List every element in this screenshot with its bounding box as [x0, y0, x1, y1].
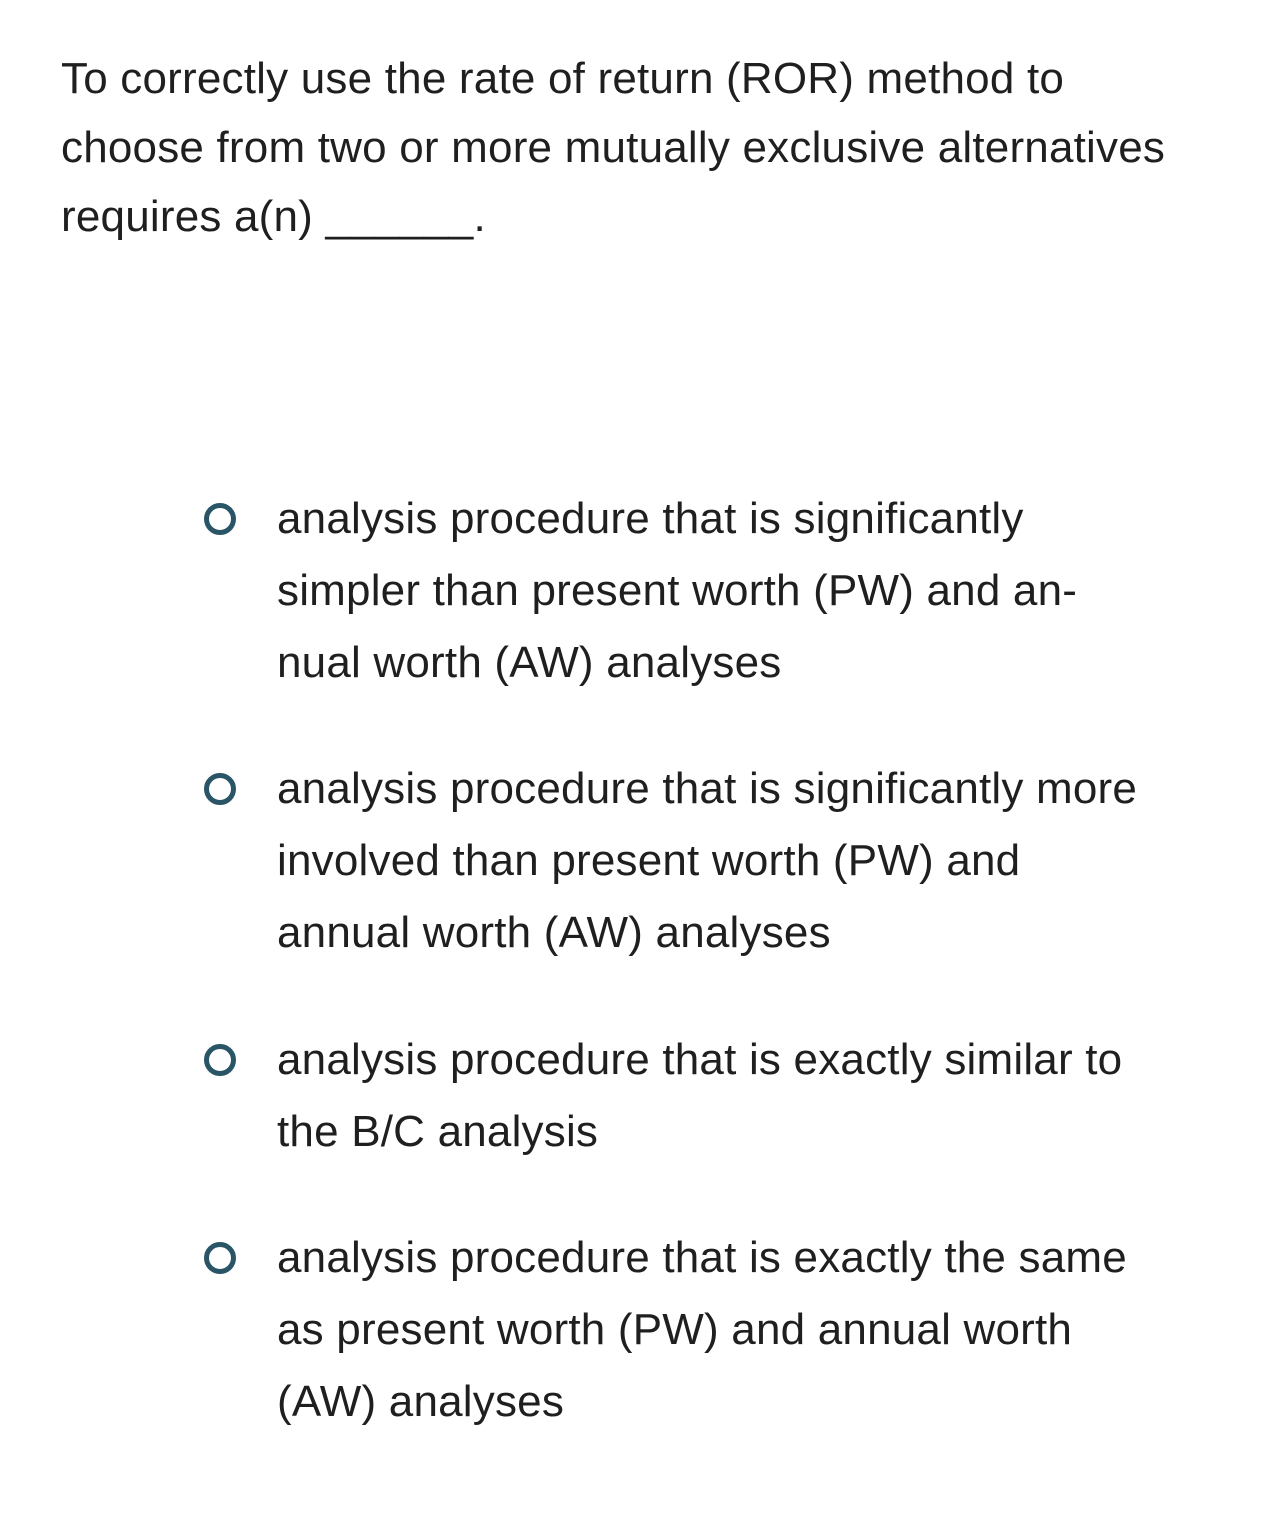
- answer-option-2-label: analysis procedure that is significantly more involved than present worth (PW) and annual worth (AW) analyses: [277, 764, 1138, 957]
- radio-button-3[interactable]: [204, 1044, 236, 1076]
- answer-option-4-label: analysis procedure that is exactly the same as present worth (PW) and annual worth (AW) analyses: [277, 1233, 1127, 1426]
- answer-option-1-label: analysis procedure that is significantly simpler than present worth (PW) and an-nual worth (AW) analyses: [277, 494, 1078, 687]
- radio-button-1[interactable]: [204, 503, 236, 535]
- radio-button-4[interactable]: [204, 1242, 236, 1274]
- radio-button-2[interactable]: [204, 773, 236, 805]
- answer-option-3-label: analysis procedure that is exactly similar to the B/C analysis: [277, 1035, 1123, 1156]
- question-text: To correctly use the rate of return (ROR) method to choose from two or more mutually exclusive alternatives requires a(n) ______.: [61, 54, 1166, 241]
